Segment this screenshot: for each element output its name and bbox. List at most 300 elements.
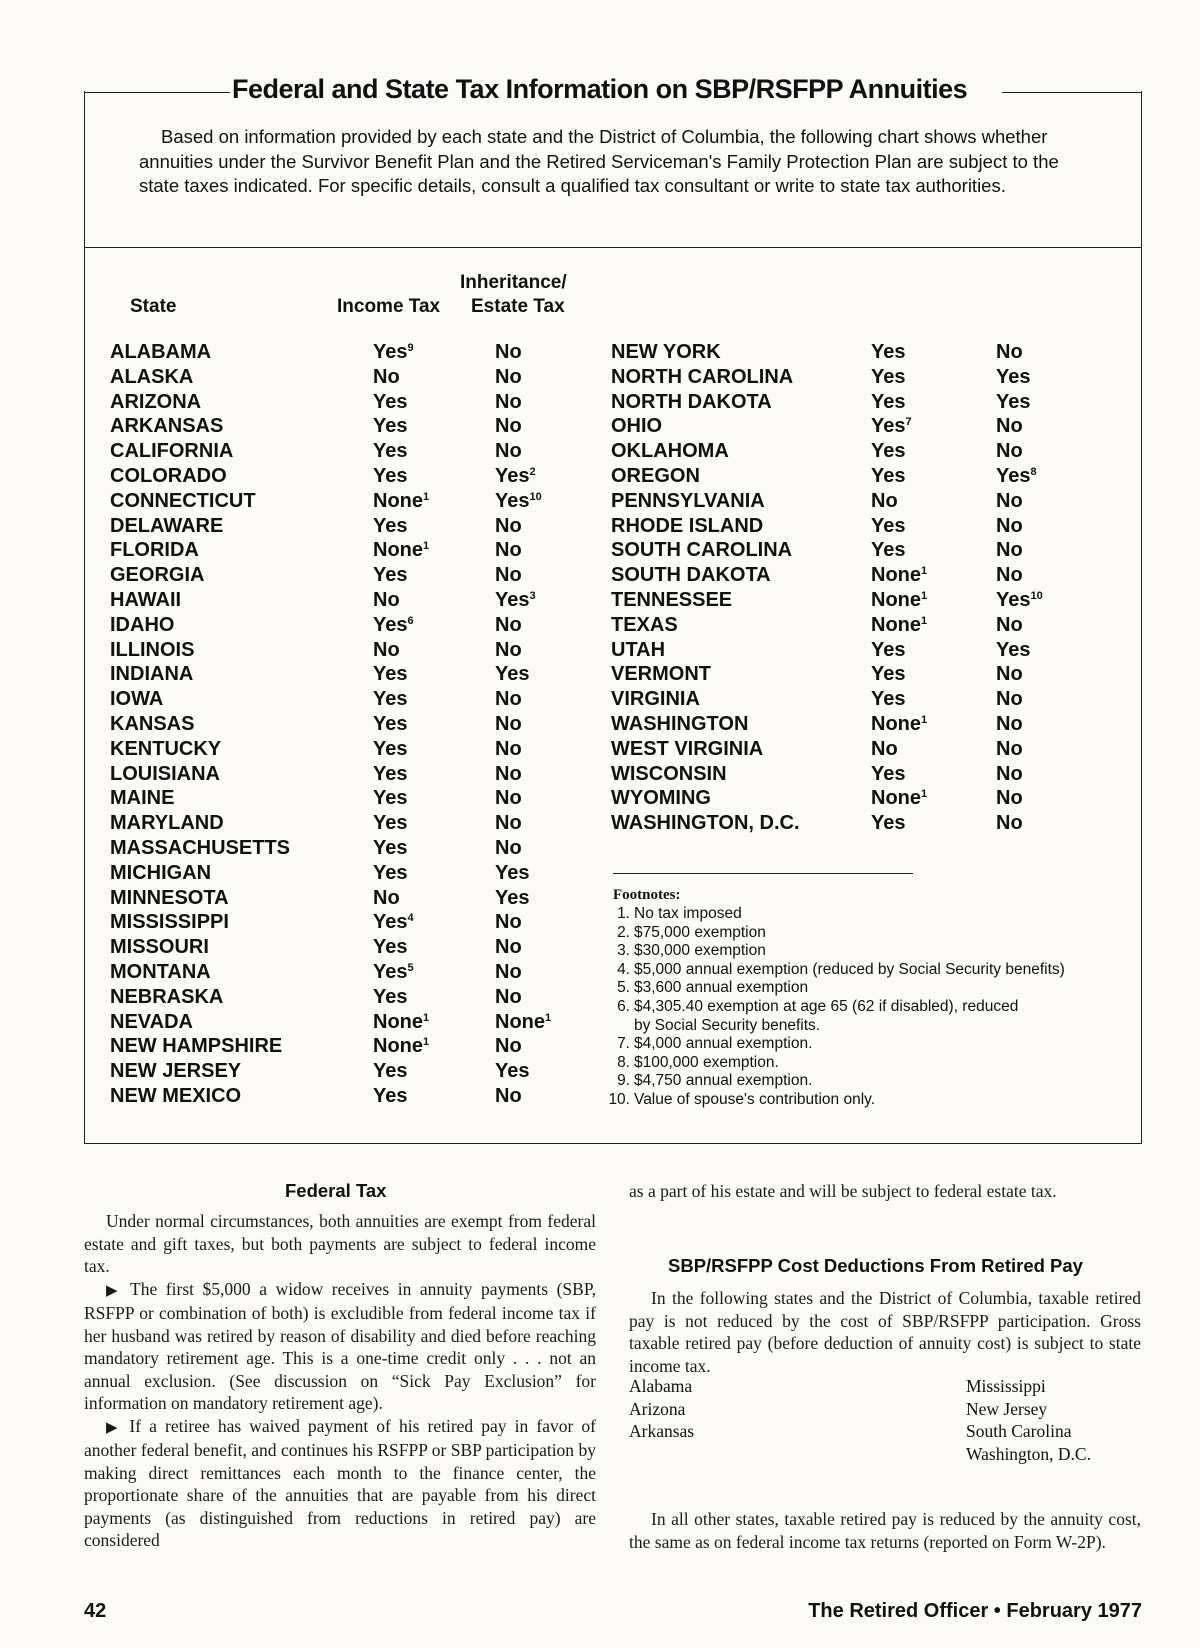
- state-name-text: GEORGIA: [110, 564, 205, 587]
- state-name: [611, 688, 700, 711]
- footnote-ref: 1: [921, 714, 928, 726]
- table-row: [85, 341, 1141, 366]
- income-tax-value: [373, 1011, 429, 1034]
- table-row: [85, 738, 1141, 763]
- table-row: [85, 688, 1141, 713]
- income-tax-value-text: Yes: [373, 762, 408, 785]
- estate-tax-value-text: No: [495, 365, 522, 388]
- state-name-text: ALASKA: [110, 365, 194, 388]
- estate-tax-value: [996, 415, 1023, 438]
- footnote-item: [634, 1017, 820, 1036]
- income-tax-value-text: Yes: [871, 688, 906, 711]
- magazine-footer: The Retired Officer • February 1977: [808, 1600, 1142, 1622]
- bullet-icon: ▶: [106, 1282, 122, 1299]
- income-tax-value: [871, 787, 927, 810]
- estate-tax-value-text: No: [996, 564, 1023, 587]
- income-tax-value: [373, 1085, 407, 1108]
- estate-tax-value: [495, 911, 522, 934]
- federal-tax-p2: The first $5,000 a widow receives in annuity payments (SBP, RSFPP or combination of both) is excludible from federal income tax if her husband was retired by reason of disability and died before reaching mandatory retirement age. This is a one-time credit only . . . not an annual exclusion. (See discussion on “Sick Pay Exclusion” for information on mandatory retirement age).: [84, 1278, 596, 1413]
- table-row: [85, 589, 1141, 614]
- income-tax-value-text: None: [373, 1010, 423, 1033]
- page-title: Federal and State Tax Information on SBP/RSFPP Annuities: [232, 74, 968, 104]
- footnote-ref: 6: [407, 614, 414, 627]
- estate-tax-value-text: No: [495, 911, 522, 934]
- estate-tax-value: [996, 539, 1023, 562]
- state-name-text: KANSAS: [110, 713, 195, 735]
- income-tax-value-text: Yes: [373, 837, 408, 859]
- estate-tax-value: [996, 465, 1037, 488]
- footnote-ref: 8: [1030, 466, 1037, 478]
- income-tax-value-text: Yes: [373, 390, 408, 413]
- footnote-text: $4,750 annual exemption.: [634, 1072, 813, 1090]
- estate-tax-value-text: No: [996, 737, 1023, 760]
- estate-tax-value-text: No: [495, 638, 522, 661]
- income-tax-value: [871, 440, 905, 463]
- list-item: Mississippi: [966, 1376, 1046, 1396]
- footnote-ref: 2: [529, 466, 536, 478]
- estate-tax-value-text: No: [495, 837, 522, 859]
- estate-tax-value-text: No: [996, 688, 1023, 711]
- income-tax-value: [871, 564, 927, 587]
- estate-tax-value: [495, 1085, 522, 1108]
- header-estate-tax: Estate Tax: [471, 296, 565, 317]
- estate-tax-value: [996, 366, 1030, 389]
- income-tax-value-text: Yes: [373, 911, 408, 934]
- estate-tax-value: [996, 639, 1030, 662]
- estate-tax-value-text: No: [996, 713, 1023, 735]
- state-name-text: WASHINGTON, D.C.: [611, 812, 800, 835]
- state-name-text: NEW YORK: [611, 341, 721, 363]
- income-tax-value: [871, 614, 927, 637]
- estate-tax-value: [996, 738, 1023, 761]
- state-name: [611, 713, 748, 736]
- estate-tax-value-text: No: [996, 440, 1023, 463]
- state-name-text: MINNESOTA: [110, 886, 229, 909]
- estate-tax-value-text: No: [495, 341, 522, 363]
- footnote-ref: 1: [423, 490, 430, 503]
- deductions-states-left: [629, 1375, 694, 1443]
- state-name-text: VERMONT: [611, 663, 711, 686]
- state-name-text: ARKANSAS: [110, 415, 224, 438]
- estate-tax-value-text: Yes: [495, 465, 530, 487]
- table-row: [85, 415, 1141, 440]
- footnote-text: $5,000 annual exemption (reduced by Social Security benefits): [634, 960, 1065, 978]
- income-tax-value-text: Yes: [373, 564, 408, 587]
- estate-tax-value-text: None: [495, 1010, 545, 1033]
- table-row: [85, 391, 1141, 416]
- income-tax-value: [373, 837, 407, 860]
- estate-tax-value: [495, 887, 529, 910]
- state-name-text: SOUTH DAKOTA: [611, 564, 771, 587]
- estate-tax-value-text: Yes: [495, 663, 530, 686]
- income-tax-value-text: Yes: [871, 440, 906, 463]
- footnote-item: [617, 979, 809, 998]
- state-name-text: CONNECTICUT: [110, 489, 256, 512]
- estate-tax-value-text: No: [495, 737, 522, 760]
- income-tax-value: [871, 415, 912, 438]
- footnotes-rule: [613, 873, 913, 874]
- footnote-number: 2.: [617, 923, 630, 941]
- income-tax-value: [373, 862, 407, 885]
- state-name: [611, 391, 772, 414]
- income-tax-value: [871, 688, 905, 711]
- table-row: [85, 366, 1141, 391]
- state-name-text: MASSACHUSETTS: [110, 837, 291, 859]
- state-name-text: WYOMING: [611, 787, 711, 810]
- income-tax-value-text: No: [871, 489, 898, 512]
- income-tax-value-text: Yes: [373, 514, 408, 537]
- estate-tax-value-text: Yes: [495, 1060, 530, 1083]
- footnote-number: 8.: [617, 1053, 630, 1071]
- state-name-text: VIRGINIA: [611, 688, 700, 711]
- estate-tax-value: [996, 589, 1043, 612]
- state-name-text: NEW MEXICO: [110, 1085, 242, 1107]
- income-tax-value-text: No: [373, 365, 400, 388]
- income-tax-value-text: Yes: [373, 1085, 408, 1107]
- footnote-ref: 1: [921, 565, 928, 578]
- header-income-tax: Income Tax: [337, 296, 441, 317]
- state-name-text: KENTUCKY: [110, 737, 222, 760]
- income-tax-value: [871, 589, 927, 612]
- estate-tax-value-text: No: [996, 787, 1023, 810]
- estate-tax-value-text: No: [495, 688, 522, 711]
- table-row: [85, 837, 1141, 862]
- estate-tax-value-text: Yes: [996, 365, 1031, 388]
- estate-tax-value-text: No: [495, 440, 522, 463]
- footnote-item: [617, 923, 766, 943]
- page-number: 42: [84, 1600, 107, 1622]
- state-name-text: MONTANA: [110, 961, 211, 983]
- footnote-number: 5.: [617, 979, 630, 997]
- estate-tax-value: [996, 688, 1023, 711]
- footnote-number: 1.: [617, 905, 630, 922]
- state-name-text: NORTH CAROLINA: [611, 365, 794, 388]
- state-name: [611, 440, 729, 463]
- income-tax-value-text: Yes: [871, 514, 906, 537]
- estate-tax-value-text: No: [495, 415, 522, 438]
- income-tax-value-text: Yes: [871, 390, 906, 413]
- state-name-text: MICHIGAN: [110, 861, 212, 884]
- income-tax-value-text: Yes: [373, 663, 408, 686]
- income-tax-value-text: Yes: [373, 415, 408, 438]
- footnote-ref: 1: [921, 590, 928, 602]
- estate-tax-value-text: No: [495, 936, 522, 959]
- footnote-ref: 7: [905, 416, 912, 429]
- state-name-text: FLORIDA: [110, 539, 199, 562]
- footnote-text: $100,000 exemption.: [634, 1053, 779, 1071]
- deductions-p1: In the following states and the District of Columbia, taxable retired pay is not reduced by the cost of SBP/RSFPP participation. Gross taxable retired pay (before deduction of annuity cost) is subject to state income tax.: [629, 1288, 1141, 1376]
- footnote-item: [617, 905, 742, 924]
- table-row: [85, 440, 1141, 465]
- income-tax-value: [373, 1035, 429, 1058]
- state-name: [611, 564, 771, 587]
- state-name-text: HAWAII: [110, 589, 182, 611]
- state-name-text: WISCONSIN: [611, 762, 727, 785]
- state-name-text: NEW HAMPSHIRE: [110, 1035, 283, 1058]
- income-tax-value: [373, 1060, 407, 1083]
- federal-tax-p2-wrap: [84, 1278, 596, 1415]
- income-tax-value-text: Yes: [871, 762, 906, 785]
- footnote-text: $75,000 exemption: [634, 923, 766, 941]
- state-name: [611, 639, 665, 662]
- federal-tax-continued: as a part of his estate and will be subject to federal estate tax.: [629, 1181, 1057, 1201]
- income-tax-value-text: Yes: [373, 985, 408, 1008]
- intro-text: Based on information provided by each state and the District of Columbia, the following chart shows whether annuities under the Survivor Benefit Plan and the Retired Serviceman's Family Protection Plan are subject to the state taxes indicated. For specific details, consult a qualified tax consultant or write to state tax authorities.: [139, 126, 1059, 196]
- income-tax-value-text: Yes: [373, 812, 408, 835]
- state-name: [110, 887, 229, 910]
- estate-tax-value: [996, 515, 1023, 538]
- state-name-text: UTAH: [611, 638, 666, 661]
- footnote-text: $3,600 annual exemption: [634, 979, 809, 997]
- table-row: [85, 812, 1141, 837]
- estate-tax-value: [996, 713, 1023, 736]
- state-name-text: PENNSYLVANIA: [611, 489, 765, 512]
- bullet-icon: ▶: [106, 1419, 122, 1436]
- estate-tax-value-text: Yes: [996, 638, 1031, 661]
- income-tax-value-text: Yes: [373, 936, 408, 959]
- income-tax-value-text: No: [373, 638, 400, 661]
- income-tax-value: [871, 391, 905, 414]
- federal-tax-heading: Federal Tax: [285, 1180, 387, 1201]
- state-name: [110, 862, 211, 885]
- estate-tax-value-text: No: [495, 1035, 522, 1058]
- estate-tax-value-text: No: [996, 539, 1023, 562]
- footnote-text: by Social Security benefits.: [634, 1016, 821, 1034]
- income-tax-value: [373, 936, 407, 959]
- estate-tax-value-text: No: [495, 787, 522, 810]
- state-name-text: MARYLAND: [110, 812, 224, 835]
- estate-tax-value-text: No: [495, 564, 522, 587]
- income-tax-value-text: Yes: [373, 961, 408, 983]
- footnote-ref: 4: [407, 912, 414, 925]
- footnote-number: 7.: [617, 1035, 630, 1053]
- state-name: [611, 614, 678, 637]
- estate-tax-value-text: Yes: [495, 861, 530, 884]
- income-tax-value-text: Yes: [373, 341, 408, 363]
- estate-tax-value: [495, 1035, 522, 1058]
- income-tax-value-text: Yes: [871, 415, 906, 438]
- deductions-heading: SBP/RSFPP Cost Deductions From Retired Pay: [668, 1255, 1083, 1276]
- state-name-text: WASHINGTON: [611, 713, 749, 735]
- state-name-text: MAINE: [110, 787, 175, 810]
- state-name-text: INDIANA: [110, 663, 194, 686]
- table-row: [85, 490, 1141, 515]
- state-name-text: SOUTH CAROLINA: [611, 539, 793, 562]
- state-name: [110, 936, 209, 959]
- state-name-text: NEW JERSEY: [110, 1060, 242, 1083]
- estate-tax-value-text: No: [495, 713, 522, 735]
- state-name-text: ARIZONA: [110, 390, 202, 413]
- estate-tax-value-text: No: [495, 514, 522, 537]
- footnote-ref: 1: [921, 614, 928, 627]
- footnote-item: [617, 1072, 813, 1091]
- table-row: [85, 465, 1141, 490]
- estate-tax-value: [495, 1060, 529, 1083]
- income-tax-value: [871, 366, 905, 389]
- state-name: [611, 415, 662, 438]
- footnote-number: 4.: [617, 960, 630, 978]
- state-name-text: COLORADO: [110, 465, 227, 487]
- income-tax-value: [871, 812, 905, 835]
- federal-tax-body: [84, 1210, 596, 1552]
- state-name-text: CALIFORNIA: [110, 440, 234, 463]
- estate-tax-value-text: Yes: [996, 589, 1031, 611]
- income-tax-value-text: Yes: [373, 861, 408, 884]
- state-name: [110, 837, 290, 860]
- estate-tax-value: [495, 1011, 551, 1034]
- state-name: [110, 1035, 282, 1058]
- estate-tax-value: [996, 812, 1023, 835]
- estate-tax-value-text: Yes: [495, 589, 530, 611]
- income-tax-value-text: Yes: [373, 465, 408, 487]
- estate-tax-value: [996, 391, 1030, 414]
- deductions-states-right: [966, 1375, 1091, 1465]
- state-name: [110, 911, 229, 934]
- income-tax-value: [373, 961, 414, 984]
- estate-tax-value-text: No: [996, 613, 1023, 636]
- footnote-item: [617, 942, 766, 961]
- state-name-text: MISSOURI: [110, 936, 209, 959]
- estate-tax-value: [996, 440, 1023, 463]
- footnotes-title: Footnotes:: [613, 887, 681, 903]
- state-name-text: NEVADA: [110, 1010, 193, 1033]
- income-tax-value: [871, 763, 905, 786]
- footnote-ref: 10: [1030, 590, 1043, 602]
- state-name: [611, 763, 727, 786]
- state-name-text: ALABAMA: [110, 341, 212, 363]
- state-name-text: MISSISSIPPI: [110, 911, 229, 934]
- federal-tax-p1: Under normal circumstances, both annuities are exempt from federal estate and gift taxes, but both payments are subject to federal income tax.: [84, 1211, 596, 1276]
- state-name-text: IOWA: [110, 688, 164, 711]
- income-tax-value: [871, 515, 905, 538]
- state-name-text: RHODE ISLAND: [611, 514, 764, 537]
- income-tax-value-text: None: [871, 564, 921, 587]
- state-name-text: NORTH DAKOTA: [611, 390, 772, 413]
- state-name-text: OKLAHOMA: [611, 440, 729, 463]
- list-item: South Carolina: [966, 1421, 1072, 1441]
- footnote-ref: 1: [423, 540, 430, 553]
- footnote-ref: 5: [407, 962, 414, 974]
- income-tax-value-text: Yes: [871, 365, 906, 388]
- table-row: [85, 763, 1141, 788]
- income-tax-value-text: None: [871, 613, 921, 636]
- estate-tax-value-text: Yes: [996, 465, 1031, 487]
- footnote-ref: 1: [545, 1011, 552, 1024]
- header-inheritance: Inheritance/: [460, 272, 567, 293]
- footnote-text: $30,000 exemption: [634, 942, 766, 960]
- footnote-number: 9.: [617, 1072, 630, 1090]
- footnote-ref: 3: [529, 590, 536, 602]
- income-tax-value-text: No: [373, 589, 400, 611]
- income-tax-value-text: None: [373, 489, 423, 512]
- estate-tax-value: [996, 763, 1023, 786]
- header-state: State: [130, 296, 177, 317]
- table-row: [85, 862, 1141, 887]
- estate-tax-value-text: Yes: [996, 390, 1031, 413]
- footnote-text: No tax imposed: [634, 905, 742, 922]
- state-name: [611, 490, 765, 513]
- estate-tax-value: [495, 986, 522, 1009]
- estate-tax-value-text: No: [495, 390, 522, 413]
- box-divider: [85, 247, 1141, 248]
- income-tax-value: [871, 490, 898, 513]
- estate-tax-value: [996, 564, 1023, 587]
- list-item: Washington, D.C.: [966, 1443, 1091, 1464]
- footnote-item: [617, 1053, 779, 1073]
- estate-tax-value-text: Yes: [495, 489, 530, 512]
- tax-info-box: [84, 91, 1142, 1144]
- income-tax-value: [871, 713, 927, 736]
- income-tax-value-text: Yes: [871, 539, 906, 562]
- income-tax-value: [871, 639, 905, 662]
- income-tax-value-text: Yes: [373, 613, 408, 636]
- list-item: Alabama: [629, 1376, 693, 1396]
- deductions-p2: In all other states, taxable retired pay is reduced by the annuity cost, the same as on federal income tax returns (reported on Form W-2P).: [629, 1509, 1141, 1552]
- state-name: [611, 589, 732, 612]
- estate-tax-value: [996, 663, 1023, 686]
- income-tax-value: [871, 539, 905, 562]
- federal-tax-p3-wrap: [84, 1415, 596, 1552]
- income-tax-value-text: Yes: [373, 1060, 408, 1083]
- state-name-text: WEST VIRGINIA: [611, 737, 764, 760]
- footnote-text: Value of spouse's contribution only.: [634, 1091, 876, 1108]
- state-name: [110, 1011, 193, 1034]
- footnote-number: 3.: [617, 942, 630, 960]
- income-tax-value-text: None: [373, 539, 423, 562]
- income-tax-value: [373, 887, 400, 910]
- estate-tax-value: [996, 614, 1023, 637]
- estate-tax-value: [996, 341, 1023, 364]
- table-row: [85, 663, 1141, 688]
- state-name: [611, 738, 763, 761]
- estate-tax-value: [495, 936, 522, 959]
- income-tax-value-text: Yes: [373, 713, 408, 735]
- table-row: [85, 713, 1141, 738]
- state-name-text: LOUISIANA: [110, 762, 220, 785]
- state-name: [611, 341, 721, 364]
- table-row: [85, 614, 1141, 639]
- estate-tax-value-text: No: [996, 812, 1023, 835]
- state-name: [110, 986, 223, 1009]
- income-tax-value-text: None: [871, 713, 921, 735]
- state-name-text: ILLINOIS: [110, 638, 195, 661]
- income-tax-value-text: Yes: [373, 688, 408, 711]
- estate-tax-value: [495, 862, 529, 885]
- estate-tax-value-text: No: [495, 1085, 522, 1107]
- list-item: Arizona: [629, 1398, 686, 1419]
- footnote-ref: 1: [423, 1036, 430, 1049]
- state-name-text: DELAWARE: [110, 514, 224, 537]
- footnote-ref: 1: [423, 1011, 430, 1024]
- income-tax-value: [373, 911, 414, 934]
- footnote-item: [617, 960, 1065, 980]
- income-tax-value-text: None: [871, 589, 921, 611]
- list-item: New Jersey: [966, 1398, 1048, 1419]
- footnote-number: 10.: [608, 1091, 630, 1108]
- state-name: [611, 515, 763, 538]
- estate-tax-value: [996, 490, 1023, 513]
- footnote-item: [617, 1035, 813, 1054]
- state-name-text: OHIO: [611, 415, 663, 438]
- state-name: [611, 812, 800, 835]
- income-tax-value-text: No: [373, 886, 400, 909]
- state-name: [611, 539, 792, 562]
- state-name: [611, 366, 793, 389]
- income-tax-value: [871, 465, 905, 488]
- income-tax-value-text: Yes: [373, 440, 408, 463]
- state-name-text: IDAHO: [110, 613, 175, 636]
- estate-tax-value-text: No: [495, 961, 522, 983]
